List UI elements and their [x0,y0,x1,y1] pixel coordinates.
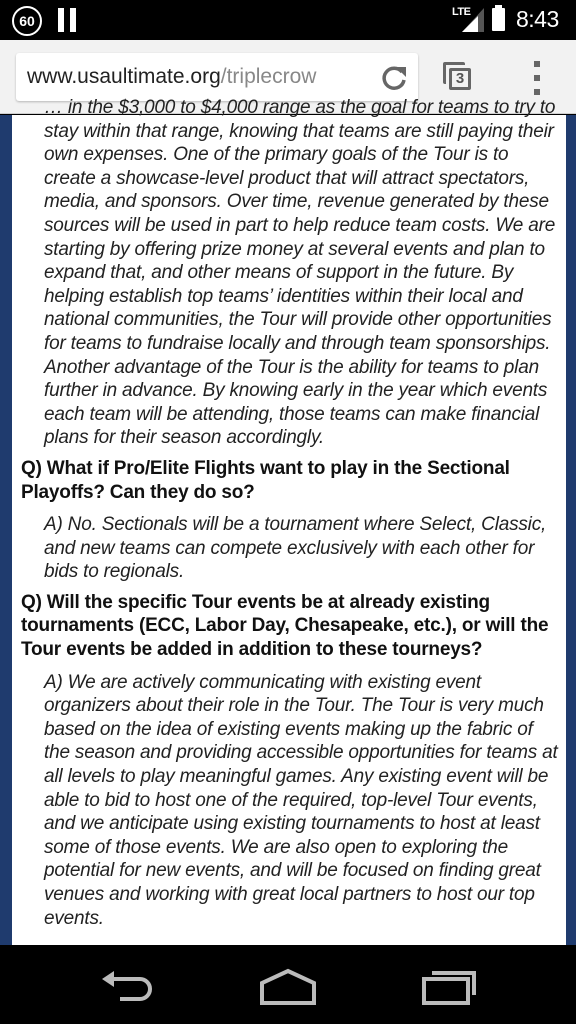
home-icon[interactable] [256,963,320,1007]
answer-text: A) We are actively communicating with existing event organizers about their role in the Tour. The Tour is very much based on the idea of existing events making up the fabric of the season and providing accessible opportunities for teams at all levels to play meaningful games. Any existing event will be able to bid to host one of the required, top-level Tour events, and we anticipate using existing tournaments to host at least some of those events. We are also open to exploring the potential for new events, and will be focused on finding great venues and working with great local partners to host our top events. [44,671,558,929]
tabs-count: 3 [449,68,471,90]
web-content [0,97,576,945]
article-body [12,96,566,930]
url-host: www.usaultimate.org [27,65,221,88]
notification-badge-icon: 60 [12,6,42,36]
url-path: /triplecrow [220,65,317,88]
pause-icon [58,8,78,32]
url-text[interactable] [27,65,357,89]
navigation-bar [0,945,576,1024]
question-text: Q) What if Pro/Elite Flights want to play in the Sectional Playoffs? Can they do so? [21,457,510,503]
answer-text: … in the $3,000 to $4,000 range as the goal for teams to try to stay within that range, knowing that teams are still paying their own expenses. One of the primary goals of the Tour is to create a showcase-level product that will attract spectators, media, and sponsors. Over time, revenue generated by these sources will be used in part to help reduce team costs. We are starting by offering prize money at several events and plan to expand that, and other means of support in the future. By helping establish top teams’ identities within their local and national communities, the Tour will provide other opportunities for teams to fundraise locally and through team sponsorships. Another advantage of the Tour is the ability for teams to plan further in advance. By knowing early in the year which events each team will be attending, those teams can make financial plans for their season accordingly. [44,97,556,449]
recent-apps-icon[interactable] [416,963,480,1007]
answer-text: A) No. Sectionals will be a tournament where Select, Classic, and new teams can compete exclusively with each other for bids to regionals. [44,514,547,583]
network-type-label: LTE [452,6,471,18]
overflow-menu-icon[interactable] [532,61,542,95]
status-bar [0,0,576,40]
signal-icon [462,8,484,32]
question-text: Q) Will the specific Tour events be at already existing tournaments (ECC, Labor Day, Chesapeake, etc.), or will the Tour events be added in addition to these tourneys? [21,591,549,661]
tabs-icon[interactable] [440,60,480,98]
article [12,97,566,945]
battery-icon [492,8,505,31]
back-icon[interactable] [96,963,160,1007]
reload-icon[interactable] [380,64,408,92]
clock: 8:43 [516,6,559,32]
address-bar[interactable] [16,53,418,101]
